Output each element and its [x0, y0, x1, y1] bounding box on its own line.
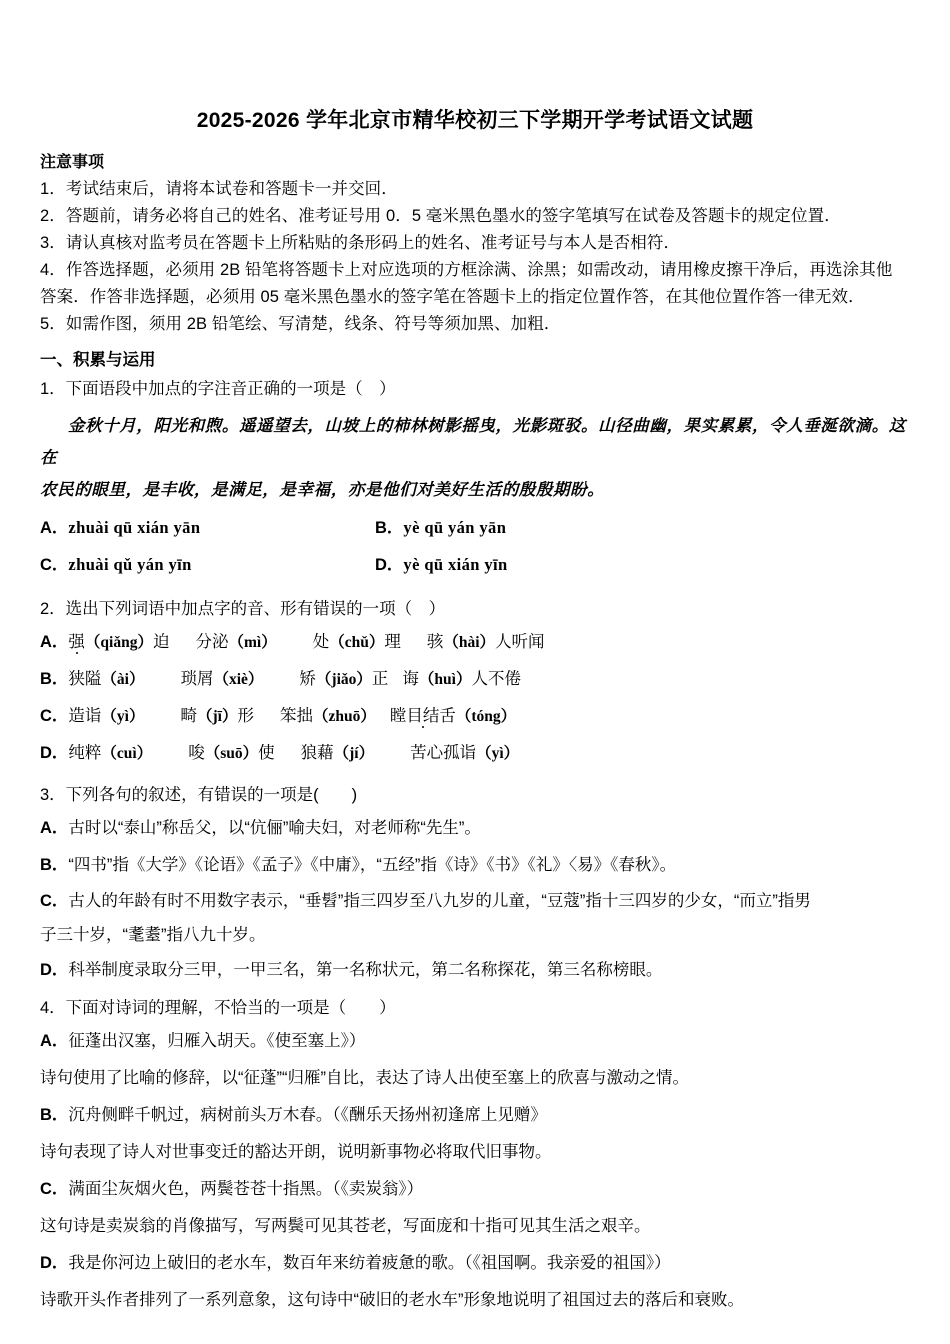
- question-4-stem: 4．下面对诗词的理解，不恰当的一项是（ ）: [40, 999, 396, 1017]
- option-tail: 形: [237, 707, 254, 725]
- question-4-option-b-analysis: [40, 1134, 914, 1171]
- option-pinyin: （cuì）: [101, 745, 153, 762]
- option-label: B．: [40, 670, 69, 688]
- question-1-option-a[interactable]: [40, 514, 200, 538]
- passage-text: 农民的眼里，是丰收，是满足，是幸福，亦是他们对美好生活的殷殷期盼。: [40, 480, 605, 499]
- question-3-option-c-cont: [40, 918, 914, 952]
- question-1-option-b[interactable]: [375, 514, 506, 538]
- question-1-passage-line-2: [40, 474, 914, 506]
- option-pinyin: （hài）: [443, 634, 496, 651]
- option-pinyin: （yì）: [101, 708, 145, 725]
- option-pinyin: （jiǎo）: [315, 671, 372, 688]
- question-1-option-c[interactable]: [40, 551, 192, 575]
- option-word: 瞠目结舌: [389, 707, 456, 725]
- question-3-option-b[interactable]: [40, 847, 914, 884]
- question-4-option-a[interactable]: [40, 1023, 914, 1060]
- notice-item: 3．请认真核对监考员在答题卡上所粘贴的条形码上的姓名、准考证号与本人是否相符．: [40, 234, 681, 252]
- option-tail: 人不倦: [471, 670, 521, 688]
- option-label: A．: [40, 633, 69, 651]
- question-4-option-d-analysis: [40, 1282, 914, 1319]
- question-2-option-c[interactable]: [40, 698, 914, 735]
- notice-item: 答案．作答非选择题，必须用 05 毫米黑色墨水的签字笔在答题卡上的指定位置作答，在其他位置作答一律无效．: [40, 288, 865, 306]
- option-label: A．: [40, 1032, 69, 1050]
- notice-item: 1．考试结束后，请将本试卷和答题卡一并交回．: [40, 180, 398, 198]
- option-quote: 征蓬出汉塞，归雁入胡天。《使至塞上》）: [68, 1032, 366, 1050]
- option-word: 分泌: [195, 633, 229, 651]
- option-text: 古时以“泰山”称岳父，以“伉俪”喻夫妇，对老师称“先生”。: [68, 819, 481, 837]
- option-word: 矫: [299, 670, 316, 688]
- option-word: 狭隘: [68, 670, 102, 688]
- option-analysis: 诗句表现了诗人对世事变迁的豁达开朗，说明新事物必将取代旧事物。: [40, 1143, 552, 1161]
- option-analysis: 诗歌开头作者排列了一系列意象，这句诗中“破旧的老水车”形象地说明了祖国过去的落后和衰败。: [40, 1291, 744, 1309]
- option-word: 唆: [188, 744, 205, 762]
- option-word: 畸: [180, 707, 197, 725]
- question-4-option-c[interactable]: [40, 1171, 914, 1208]
- option-tail: 使: [258, 744, 275, 762]
- question-3-option-a[interactable]: [40, 810, 914, 847]
- question-2-option-a[interactable]: [40, 624, 914, 661]
- option-label: C．: [40, 1180, 69, 1198]
- option-word: 诲: [402, 670, 419, 688]
- notice-item: 5．如需作图，须用 2B 铅笔绘、写清楚，线条、符号等须加黑、加粗．: [40, 315, 561, 333]
- option-word: 骇: [426, 633, 444, 651]
- option-label: D．: [40, 744, 69, 762]
- option-tail: 人听闻: [495, 633, 545, 651]
- question-1-stem: 1．下面语段中加点的字注音正确的一项是（ ）: [40, 380, 396, 398]
- option-quote: 满面尘灰烟火色，两鬓苍苍十指黑。（《卖炭翁》）: [68, 1180, 424, 1198]
- option-pinyin: （yì）: [476, 745, 520, 762]
- option-pinyin: （mì）: [228, 634, 277, 651]
- option-pinyin: （chǔ）: [329, 634, 385, 651]
- passage-text: 金秋十月，阳光和煦。遥遥望去，山坡上的柿林树影摇曳，光影斑驳。山径曲幽，果实累累，令人垂涎欲滴。这在: [40, 416, 906, 467]
- question-1-option-d[interactable]: [375, 551, 508, 575]
- question-4-option-b[interactable]: [40, 1097, 914, 1134]
- option-label: D．: [40, 961, 69, 979]
- option-label: D．: [40, 1254, 69, 1272]
- section-heading: 一、积累与运用: [40, 351, 156, 369]
- option-word: 狼藉: [300, 744, 334, 762]
- option-text: yè qū yán yān: [403, 518, 507, 537]
- option-label: A．: [40, 819, 69, 837]
- option-label: C．: [40, 892, 69, 910]
- option-text: zhuài qū xián yān: [68, 518, 201, 537]
- option-analysis: 诗句使用了比喻的修辞，以“征蓬”“归雁”自比，表达了诗人出使至塞上的欣喜与激动之情。: [40, 1069, 689, 1087]
- option-word: 造诣: [68, 707, 102, 725]
- question-2-stem: 2．选出下列词语中加点字的音、形有错误的一项（ ）: [40, 600, 446, 618]
- option-pinyin: （tóng）: [455, 708, 517, 725]
- question-4-option-a-analysis: [40, 1060, 914, 1097]
- option-word: 琐屑: [180, 670, 214, 688]
- question-1-passage-line-1: [40, 410, 914, 474]
- option-pinyin: （qiǎng）: [84, 634, 153, 651]
- option-text: yè qū xián yīn: [403, 555, 508, 574]
- option-tail: 理: [384, 633, 401, 651]
- option-text: 古人的年龄有时不用数字表示，“垂髫”指三四岁至八九岁的儿童，“豆蔻”指十三四岁的少女，“而立”指男: [68, 892, 811, 910]
- question-1-options-row-2: [40, 551, 914, 588]
- option-pinyin: （suō）: [204, 745, 259, 762]
- option-text: 子三十岁，“耄耋”指八九十岁。: [40, 926, 266, 944]
- section-one: [40, 347, 914, 1319]
- option-word: 纯粹: [68, 744, 102, 762]
- option-pinyin: （jí）: [333, 745, 375, 762]
- option-label: C．: [40, 556, 69, 574]
- option-quote: 我是你河边上破旧的老水车，数百年来纺着疲惫的歌。（《祖国啊。我亲爱的祖国》）: [68, 1254, 671, 1272]
- option-pinyin: （zhuō）: [312, 708, 376, 725]
- question-2-option-b[interactable]: [40, 661, 914, 698]
- option-word: 苦心孤诣: [410, 744, 477, 762]
- question-4-option-c-analysis: [40, 1208, 914, 1245]
- question-3-stem: 3．下列各句的叙述，有错误的一项是( ): [40, 786, 358, 804]
- option-text: “四书”指《大学》《论语》《孟子》《中庸》，“五经”指《诗》《书》《礼》〈易》《春秋》。: [68, 856, 677, 874]
- question-1-options-row-1: [40, 514, 914, 551]
- option-tail: 迫: [152, 633, 170, 651]
- option-word: 处: [312, 633, 330, 651]
- question-2-option-d[interactable]: [40, 735, 914, 772]
- option-tail: 正: [371, 670, 389, 688]
- option-label: B．: [375, 519, 404, 537]
- option-label: C．: [40, 707, 69, 725]
- option-pinyin: （xiè）: [213, 671, 264, 688]
- option-label: B．: [40, 856, 69, 874]
- option-label: B．: [40, 1106, 69, 1124]
- option-label: A．: [40, 519, 69, 537]
- page-title: 2025-2026 学年北京市精华校初三下学期开学考试语文试题: [196, 109, 754, 132]
- option-pinyin: （huì）: [418, 671, 472, 688]
- question-4-option-d[interactable]: [40, 1245, 914, 1282]
- option-text: 科举制度录取分三甲，一甲三名，第一名称状元，第二名称探花，第三名称榜眼。: [68, 961, 663, 979]
- option-quote: 沉舟侧畔千帆过，病树前头万木春。（《酬乐天扬州初逢席上见赠》: [68, 1106, 547, 1124]
- option-pinyin: （jī）: [196, 708, 238, 725]
- notice-item: 2．答题前，请务必将自己的姓名、准考证号用 0．5 毫米黑色墨水的签字笔填写在试卷及答题卡的规定位置．: [40, 207, 841, 225]
- question-3-option-d[interactable]: [40, 952, 914, 989]
- option-analysis: 这句诗是卖炭翁的肖像描写，写两鬓可见其苍老，写面庞和十指可见其生活之艰辛。: [40, 1217, 651, 1235]
- notice-item: 4．作答选择题，必须用 2B 铅笔将答题卡上对应选项的方框涂满、涂黑；如需改动，请用橡皮擦干净后，再选涂其他: [40, 261, 893, 279]
- option-word: 笨拙: [279, 707, 313, 725]
- option-pinyin: （ài）: [101, 671, 145, 688]
- option-text: zhuài qǔ yán yīn: [68, 555, 192, 574]
- notice-heading: 注意事项: [40, 154, 105, 171]
- option-label: D．: [375, 556, 404, 574]
- question-3-option-c[interactable]: [40, 884, 914, 918]
- notice-section: [40, 150, 914, 338]
- option-word: 强: [68, 633, 85, 651]
